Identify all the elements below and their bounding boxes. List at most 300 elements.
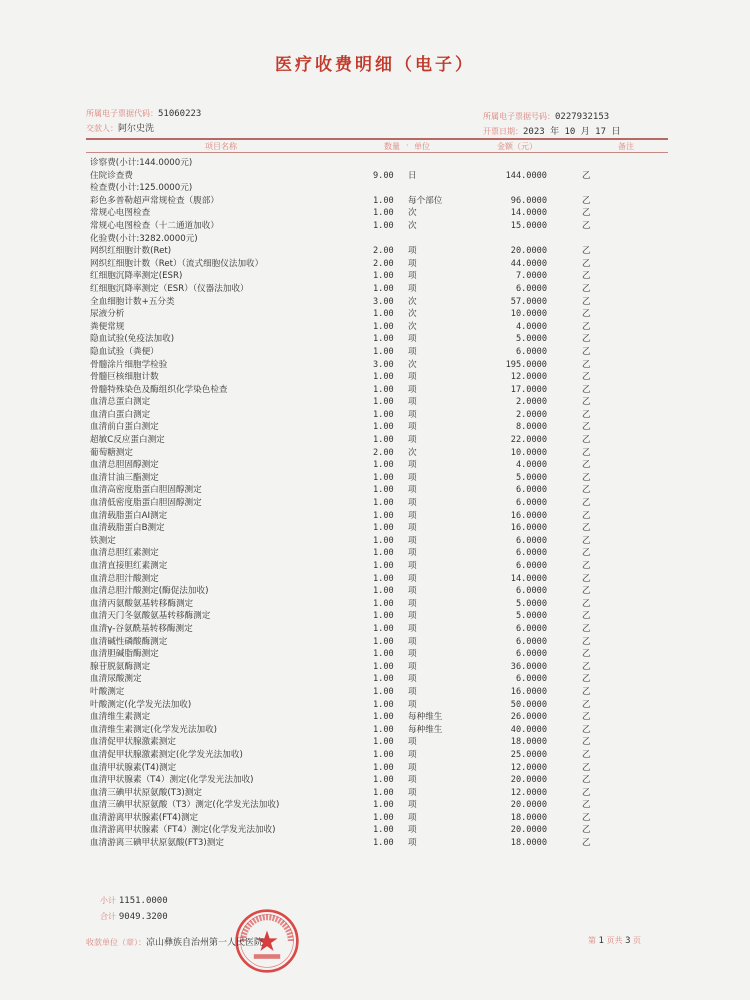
item-unit: 项	[408, 535, 417, 546]
item-amount: 25.0000	[510, 749, 547, 760]
item-amount: 6.0000	[515, 548, 547, 559]
item-category: 乙	[582, 510, 591, 521]
item-amount: 4.0000	[515, 460, 547, 471]
table-row	[90, 799, 670, 812]
item-amount: 22.0000	[510, 435, 547, 446]
table-row	[90, 207, 670, 220]
item-category: 乙	[582, 422, 591, 433]
payee-line	[86, 935, 263, 948]
payee-label: 收款单位（章）：	[86, 938, 146, 947]
item-unit: 项	[408, 812, 417, 823]
col-header-unit: 单位	[414, 142, 430, 151]
item-name: 血清甲状腺素(T4)测定	[90, 762, 177, 773]
item-amount: 6.0000	[515, 636, 547, 647]
item-category: 乙	[582, 384, 591, 395]
item-name: 血清促甲状腺激素测定(化学发光法加收)	[90, 749, 243, 760]
table-row	[90, 736, 670, 749]
item-name: 血清天门冬氨酸氨基转移酶测定	[90, 611, 211, 622]
table-row	[90, 321, 670, 334]
item-amount: 5.0000	[515, 472, 547, 483]
item-amount: 195.0000	[505, 359, 547, 370]
table-row	[90, 434, 670, 447]
table-row	[90, 484, 670, 497]
item-name: 血清胆碱脂酶测定	[90, 649, 159, 660]
item-name: 血清碱性磷酸酶测定	[90, 636, 168, 647]
item-category: 乙	[582, 712, 591, 723]
item-amount: 6.0000	[515, 649, 547, 660]
table-header-rule	[86, 152, 668, 153]
item-name: 血清总胆汁酸测定	[90, 573, 159, 584]
item-name: 血清甲状腺素（T4）测定(化学发光法加收)	[90, 775, 254, 786]
item-category: 乙	[582, 296, 591, 307]
item-qty: 1.00	[373, 762, 394, 773]
table-row	[90, 585, 670, 598]
item-name: 血清丙氨酸氨基转移酶测定	[90, 598, 194, 609]
item-unit: 项	[408, 498, 417, 509]
item-name: 血清尿酸测定	[90, 674, 142, 685]
item-category: 乙	[582, 825, 591, 836]
item-amount: 5.0000	[515, 598, 547, 609]
item-qty: 1.00	[373, 548, 394, 559]
item-amount: 36.0000	[510, 661, 547, 672]
item-amount: 16.0000	[510, 686, 547, 697]
item-amount: 144.0000	[505, 170, 547, 181]
page-indicator	[588, 935, 641, 946]
item-amount: 20.0000	[510, 775, 547, 786]
item-qty: 1.00	[373, 309, 394, 320]
item-unit: 次	[408, 208, 417, 219]
item-amount: 44.0000	[510, 258, 547, 269]
table-row	[90, 220, 670, 233]
table-row	[90, 371, 670, 384]
item-unit: 项	[408, 749, 417, 760]
table-row	[90, 812, 670, 825]
col-header-qty: 数量	[384, 142, 400, 151]
item-category: 乙	[582, 220, 591, 231]
item-unit: 项	[408, 384, 417, 395]
item-qty: 1.00	[373, 523, 394, 534]
table-row	[90, 636, 670, 649]
table-row	[90, 623, 670, 636]
item-name: 全血细胞计数+五分类	[90, 296, 175, 307]
table-row	[90, 182, 670, 195]
item-qty: 1.00	[373, 271, 394, 282]
item-amount: 96.0000	[510, 195, 547, 206]
item-qty: 1.00	[373, 498, 394, 509]
item-qty: 1.00	[373, 661, 394, 672]
item-amount: 17.0000	[510, 384, 547, 395]
item-name: 住院诊查费	[90, 170, 133, 181]
table-row	[90, 762, 670, 775]
item-unit: 项	[408, 649, 417, 660]
item-unit: 每种维生	[408, 724, 443, 735]
item-unit: 项	[408, 636, 417, 647]
item-category: 乙	[582, 447, 591, 458]
table-row	[90, 333, 670, 346]
item-qty: 1.00	[373, 812, 394, 823]
table-row	[90, 547, 670, 560]
item-category: 乙	[582, 699, 591, 710]
item-qty: 1.00	[373, 334, 394, 345]
item-name: 血清总胆固醇测定	[90, 460, 159, 471]
item-unit: 项	[408, 737, 417, 748]
item-name: 血清白蛋白测定	[90, 409, 151, 420]
item-qty: 1.00	[373, 699, 394, 710]
item-name: 彩色多普勒超声常规检查（腹部）	[90, 195, 219, 206]
table-row	[90, 195, 670, 208]
item-category: 乙	[582, 460, 591, 471]
item-name: 葡萄糖测定	[90, 447, 133, 458]
item-name: 血清三碘甲状原氨酸（T3）测定(化学发光法加收)	[90, 800, 280, 811]
table-row	[90, 699, 670, 712]
item-amount: 7.0000	[515, 271, 547, 282]
item-name: 常规心电图检查（十二通道加收）	[90, 220, 219, 231]
item-unit: 项	[408, 787, 417, 798]
item-amount: 6.0000	[515, 485, 547, 496]
table-row	[90, 270, 670, 283]
item-name: 血清总胆红素测定	[90, 548, 159, 559]
item-amount: 6.0000	[515, 623, 547, 634]
item-unit: 项	[408, 346, 417, 357]
col-header-amount: 金额（元）	[497, 142, 537, 151]
item-qty: 1.00	[373, 573, 394, 584]
item-unit: 项	[408, 573, 417, 584]
item-name: 骨髓特殊染色及酶组织化学染色检查	[90, 384, 228, 395]
table-row	[90, 283, 670, 296]
item-category: 乙	[582, 195, 591, 206]
date-value: 2023 年 10 月 17 日	[523, 127, 621, 137]
table-row	[90, 837, 670, 850]
table-row	[90, 510, 670, 523]
item-name: 隐血试验（粪便）	[90, 346, 159, 357]
item-qty: 1.00	[373, 220, 394, 231]
payer-value: 阿尔史洗	[118, 124, 155, 134]
item-qty: 1.00	[373, 510, 394, 521]
item-qty: 1.00	[373, 561, 394, 571]
item-category: 乙	[582, 258, 591, 269]
item-unit: 项	[408, 258, 417, 269]
item-amount: 20.0000	[510, 800, 547, 811]
item-amount: 10.0000	[510, 309, 547, 320]
item-amount: 15.0000	[510, 220, 547, 231]
item-category: 乙	[582, 309, 591, 320]
item-unit: 项	[408, 611, 417, 622]
item-category: 乙	[582, 498, 591, 509]
item-category: 乙	[582, 535, 591, 546]
item-unit: 项	[408, 271, 417, 282]
item-name: 骨髓巨核细胞计数	[90, 372, 159, 383]
item-name: 血清促甲状腺激素测定	[90, 737, 176, 748]
item-amount: 16.0000	[510, 523, 547, 534]
item-amount: 14.0000	[510, 208, 547, 219]
table-row	[90, 824, 670, 837]
item-amount: 14.0000	[510, 573, 547, 584]
item-category: 乙	[582, 812, 591, 823]
item-unit: 项	[408, 561, 417, 571]
table-row	[90, 308, 670, 321]
date-label: 开票日期：	[483, 127, 523, 136]
item-unit: 项	[408, 422, 417, 433]
item-unit: 次	[408, 447, 417, 458]
item-category: 乙	[582, 787, 591, 798]
table-row	[90, 573, 670, 586]
item-amount: 10.0000	[510, 447, 547, 458]
item-unit: 次	[408, 359, 417, 370]
item-amount: 6.0000	[515, 535, 547, 546]
item-name: 血清载脂蛋白B测定	[90, 523, 165, 534]
item-qty: 1.00	[373, 800, 394, 811]
item-unit: 每个部位	[408, 195, 443, 206]
item-name: 化验费(小计:3282.0000元)	[90, 233, 198, 244]
item-qty: 2.00	[373, 258, 394, 269]
item-name: 红细胞沉降率测定（ESR）（仪器法加收）	[90, 283, 249, 294]
table-row	[90, 459, 670, 472]
item-category: 乙	[582, 661, 591, 672]
item-amount: 2.0000	[515, 409, 547, 420]
item-qty: 2.00	[373, 246, 394, 257]
total-line	[100, 911, 168, 922]
item-unit: 项	[408, 409, 417, 420]
col-header-name: 项目名称	[205, 142, 237, 151]
item-qty: 1.00	[373, 372, 394, 383]
item-category: 乙	[582, 724, 591, 735]
item-category: 乙	[582, 800, 591, 811]
item-qty: 1.00	[373, 598, 394, 609]
item-unit: 项	[408, 838, 417, 849]
item-qty: 1.00	[373, 460, 394, 471]
table-row	[90, 749, 670, 762]
item-qty: 1.00	[373, 283, 394, 294]
table-row	[90, 258, 670, 271]
item-qty: 1.00	[373, 346, 394, 357]
table-row	[90, 724, 670, 737]
item-qty: 1.00	[373, 485, 394, 496]
item-name: 血清维生素测定(化学发光法加收)	[90, 724, 218, 735]
item-unit: 项	[408, 334, 417, 345]
item-category: 乙	[582, 749, 591, 760]
item-category: 乙	[582, 838, 591, 849]
item-name: 血清低密度脂蛋白胆固醇测定	[90, 498, 202, 509]
item-unit: 项	[408, 762, 417, 773]
item-qty: 3.00	[373, 296, 394, 307]
bill-no-label: 所属电子票据号码：	[483, 112, 555, 121]
item-unit: 项	[408, 598, 417, 609]
charge-table-body	[90, 157, 670, 850]
item-qty: 2.00	[373, 447, 394, 458]
item-category: 乙	[582, 246, 591, 257]
item-qty: 3.00	[373, 359, 394, 370]
item-category: 乙	[582, 321, 591, 332]
item-category: 乙	[582, 435, 591, 446]
item-qty: 1.00	[373, 737, 394, 748]
table-row	[90, 346, 670, 359]
item-qty: 1.00	[373, 636, 394, 647]
table-row	[90, 296, 670, 309]
item-qty: 1.00	[373, 535, 394, 546]
page-title: 医疗收费明细（电子）	[275, 55, 475, 75]
page-total: 3	[625, 936, 631, 946]
item-qty: 1.00	[373, 674, 394, 685]
item-category: 乙	[582, 636, 591, 647]
item-unit: 项	[408, 775, 417, 786]
item-qty: 1.00	[373, 724, 394, 735]
item-unit: 每种维生	[408, 712, 443, 723]
total-label: 合计	[100, 912, 116, 921]
item-unit: 项	[408, 623, 417, 634]
item-amount: 6.0000	[515, 586, 547, 597]
item-amount: 4.0000	[515, 321, 547, 332]
table-row	[90, 598, 670, 611]
item-category: 乙	[582, 523, 591, 534]
item-category: 乙	[582, 409, 591, 420]
item-qty: 1.00	[373, 623, 394, 634]
item-qty: 1.00	[373, 321, 394, 332]
table-row	[90, 170, 670, 183]
item-name: 腺苷脱氨酶测定	[90, 661, 151, 672]
subtotal-value: 1151.0000	[118, 896, 168, 906]
item-amount: 12.0000	[510, 372, 547, 383]
item-category: 乙	[582, 586, 591, 597]
payer-label: 交款人：	[86, 124, 118, 133]
table-row	[90, 396, 670, 409]
bill-code-label: 所属电子票据代码：	[86, 109, 158, 118]
table-top-rule	[86, 138, 668, 140]
table-row	[90, 610, 670, 623]
item-unit: 项	[408, 510, 417, 521]
item-qty: 1.00	[373, 838, 394, 849]
item-name: 超敏C反应蛋白测定	[90, 435, 165, 446]
table-row	[90, 522, 670, 535]
table-row	[90, 774, 670, 787]
item-name: 血清总蛋白测定	[90, 397, 151, 408]
item-category: 乙	[582, 372, 591, 383]
item-category: 乙	[582, 208, 591, 219]
item-category: 乙	[582, 674, 591, 685]
item-name: 骨髓涂片细胞学检验	[90, 359, 168, 370]
item-category: 乙	[582, 573, 591, 584]
page-prefix: 第	[588, 936, 596, 945]
item-qty: 1.00	[373, 775, 394, 786]
item-amount: 50.0000	[510, 699, 547, 710]
item-name: 血清游离甲状腺素(FT4)测定	[90, 812, 199, 823]
item-amount: 6.0000	[515, 561, 547, 571]
payee-value: 凉山彝族自治州第一人民医院	[146, 938, 264, 948]
item-qty: 1.00	[373, 586, 394, 597]
item-qty: 1.00	[373, 397, 394, 408]
table-row	[90, 787, 670, 800]
table-row	[90, 245, 670, 258]
item-name: 网织红细胞计数（Ret）（流式细胞仪法加收）	[90, 258, 264, 269]
item-amount: 16.0000	[510, 510, 547, 521]
table-row	[90, 497, 670, 510]
table-row	[90, 535, 670, 548]
subtotal-line	[100, 895, 168, 906]
item-category: 乙	[582, 762, 591, 773]
table-row	[90, 421, 670, 434]
item-unit: 项	[408, 397, 417, 408]
item-unit: 项	[408, 661, 417, 672]
item-name: 检查费(小计:125.0000元)	[90, 183, 193, 194]
item-qty: 1.00	[373, 749, 394, 760]
item-qty: 1.00	[373, 472, 394, 483]
item-category: 乙	[582, 271, 591, 282]
item-qty: 1.00	[373, 195, 394, 206]
item-unit: 项	[408, 800, 417, 811]
item-category: 乙	[582, 170, 591, 181]
item-amount: 2.0000	[515, 397, 547, 408]
item-category: 乙	[582, 283, 591, 294]
table-row	[90, 686, 670, 699]
item-qty: 1.00	[373, 384, 394, 395]
item-unit: 次	[408, 321, 417, 332]
item-name: 尿液分析	[90, 309, 125, 320]
table-row	[90, 359, 670, 372]
item-name: 血清直接胆红素测定	[90, 561, 168, 571]
item-name: 叶酸测定	[90, 686, 125, 697]
item-name: 血清游离三碘甲状原氨酸(FT3)测定	[90, 838, 224, 849]
item-category: 乙	[582, 548, 591, 559]
item-qty: 1.00	[373, 712, 394, 723]
item-amount: 18.0000	[510, 838, 547, 849]
table-row	[90, 447, 670, 460]
table-row	[90, 472, 670, 485]
item-name: 常规心电图检查	[90, 208, 151, 219]
item-unit: 项	[408, 435, 417, 446]
item-qty: 1.00	[373, 435, 394, 446]
table-row	[90, 673, 670, 686]
item-name: 血清γ-谷氨酰基转移酶测定	[90, 623, 193, 634]
item-category: 乙	[582, 598, 591, 609]
item-amount: 57.0000	[510, 296, 547, 307]
item-unit: 次	[408, 220, 417, 231]
bill-no-value: 0227932153	[555, 112, 610, 122]
item-unit: 日	[408, 170, 417, 181]
item-unit: 项	[408, 548, 417, 559]
page-mid: 页共	[606, 936, 623, 945]
item-qty: 1.00	[373, 409, 394, 420]
item-category: 乙	[582, 485, 591, 496]
table-row	[90, 711, 670, 724]
item-name: 红细胞沉降率测定(ESR)	[90, 271, 183, 282]
item-category: 乙	[582, 649, 591, 660]
subtotal-label: 小计	[100, 896, 116, 905]
item-qty: 1.00	[373, 825, 394, 836]
item-name: 粪便常规	[90, 321, 125, 332]
item-name: 血清维生素测定	[90, 712, 151, 723]
bill-code-value: 51060223	[158, 109, 202, 119]
item-name: 铁测定	[90, 535, 116, 546]
item-name: 叶酸测定(化学发光法加收)	[90, 699, 192, 710]
table-row	[90, 233, 670, 246]
item-amount: 6.0000	[515, 674, 547, 685]
item-category: 乙	[582, 737, 591, 748]
item-category: 乙	[582, 611, 591, 622]
page-suffix: 页	[633, 936, 642, 945]
item-name: 血清前白蛋白测定	[90, 422, 159, 433]
item-unit: 次	[408, 309, 417, 320]
item-category: 乙	[582, 775, 591, 786]
total-value: 9049.3200	[118, 912, 168, 922]
table-row	[90, 157, 670, 170]
item-amount: 20.0000	[510, 825, 547, 836]
item-unit: 项	[408, 283, 417, 294]
item-amount: 6.0000	[515, 498, 547, 509]
item-name: 诊察费(小计:144.0000元)	[90, 158, 193, 168]
col-header-note: 备注	[618, 142, 634, 151]
page-current: 1	[598, 936, 604, 946]
item-name: 血清载脂蛋白AⅠ测定	[90, 510, 168, 521]
item-qty: 1.00	[373, 649, 394, 660]
